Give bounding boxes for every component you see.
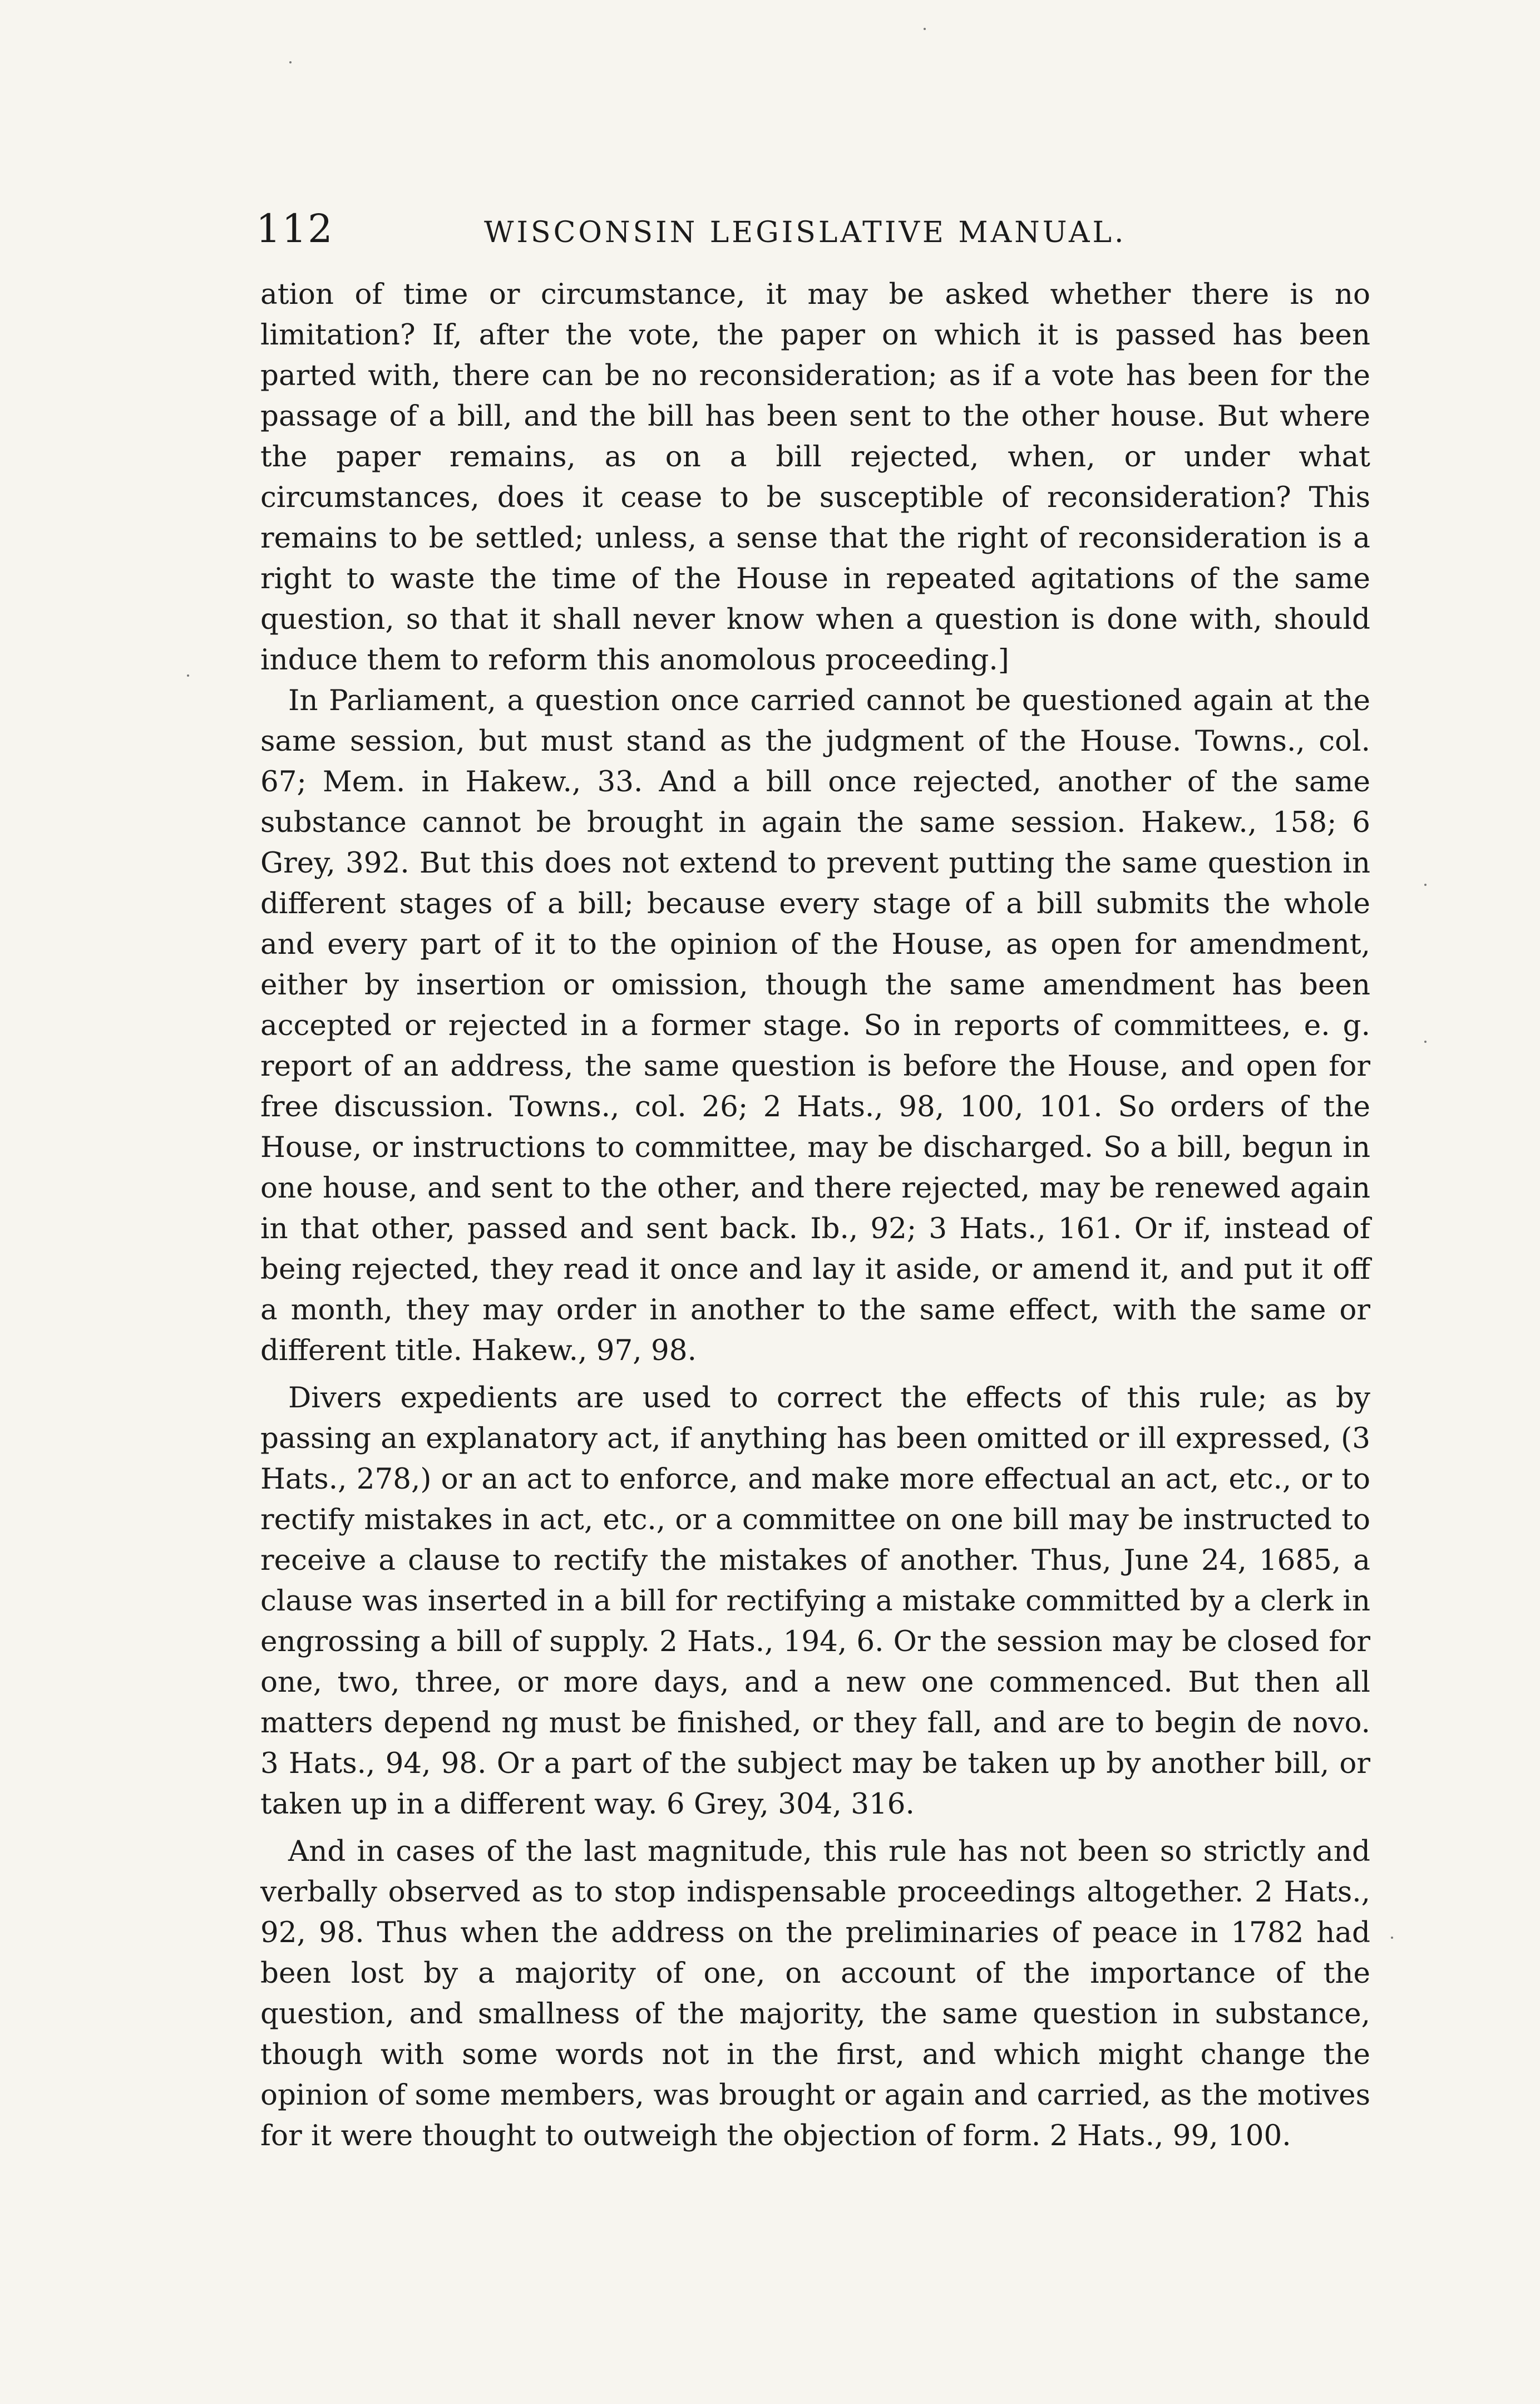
paper-speck bbox=[187, 674, 189, 677]
paper-speck bbox=[1424, 1041, 1427, 1043]
paragraph-parliament: In Parliament, a question once carried cannot be questioned again at the same session, but must stand as the judgment of the House. Towns., col. 67; Mem. in Hakew., 33. And a bill once rejected, another of the same substance cannot be brought in again the same session. Hakew., 158; 6 Grey, 392. But this does not extend to prevent putting the same question in different stages of a bill; because every stage of a bill submits the whole and every part of it to the opinion of the House, as open for amendment, either by insertion or omission, though the same amendment has been accepted or rejected in a former stage. So in reports of committees, e. g. report of an address, the same question is before the House, and open for free discussion. Towns., col. 26; 2 Hats., 98, 100, 101. So orders of the House, or instructions to committee, may be discharged. So a bill, begun in one house, and sent to the other, and there rejected, may be renewed again in that other, passed and sent back. Ib., 92; 3 Hats., 161. Or if, instead of being rejected, they read it once and lay it aside, or amend it, and put it off a month, they may order in another to the same effect, with the same or different title. Hakew., 97, 98. bbox=[260, 684, 1370, 1367]
paragraph-continuation: ation of time or circumstance, it may be asked whether there is no limitation? If, after the vote, the paper on which it is passed has been parted with, there can be no reconsideration; as if a vote has been for the passage of a bill, and the bill has been sent to the other house. But where the paper remains, as on a bill rejected, when, or under what circumstances, does it cease to be susceptible of reconsideration? This remains to be settled; unless, a sense that the right of reconsideration is a right to waste the time of the House in repeated agitations of the same question, so that it shall never know when a question is done with, should induce them to reform this anomolous proceeding.] bbox=[260, 278, 1370, 677]
paragraph-divers-expedients: Divers expedients are used to correct the effects of this rule; as by passing an explanatory act, if anything has been omitted or ill expressed, (3 Hats., 278,) or an act to enforce, and make more effectual an act, etc., or to rectify mistakes in act, etc., or a committee on one bill may be instructed to receive a clause to rectify the mistakes of another. Thus, June 24, 1685, a clause was inserted in a bill for rectifying a mistake committed by a clerk in engrossing a bill of supply. 2 Hats., 194, 6. Or the session may be closed for one, two, three, or more days, and a new one commenced. But then all matters depend ng must be finished, or they fall, and are to begin de novo. 3 Hats., 94, 98. Or a part of the subject may be taken up by another bill, or taken up in a different way. 6 Grey, 304, 316. bbox=[260, 1381, 1370, 1821]
running-head: WISCONSIN LEGISLATIVE MANUAL. bbox=[484, 216, 1127, 249]
paper-speck bbox=[289, 61, 292, 63]
body-text bbox=[260, 274, 1370, 2156]
page-number: 112 bbox=[256, 206, 334, 252]
paper-speck bbox=[1424, 884, 1427, 886]
page-header bbox=[256, 206, 1268, 267]
paper-speck bbox=[1391, 1937, 1393, 1939]
paper-speck bbox=[924, 28, 926, 30]
paragraph-last-magnitude: And in cases of the last magnitude, this rule has not been so strictly and verbally observed as to stop indispensable proceedings altogether. 2 Hats., 92, 98. Thus when the address on the preliminaries of peace in 1782 had been lost by a majority of one, on account of the importance of the question, and smallness of the majority, the same question in substance, though with some words not in the first, and which might change the opinion of some members, was brought or again and carried, as the motives for it were thought to outweigh the objection of form. 2 Hats., 99, 100. bbox=[260, 1835, 1370, 2152]
